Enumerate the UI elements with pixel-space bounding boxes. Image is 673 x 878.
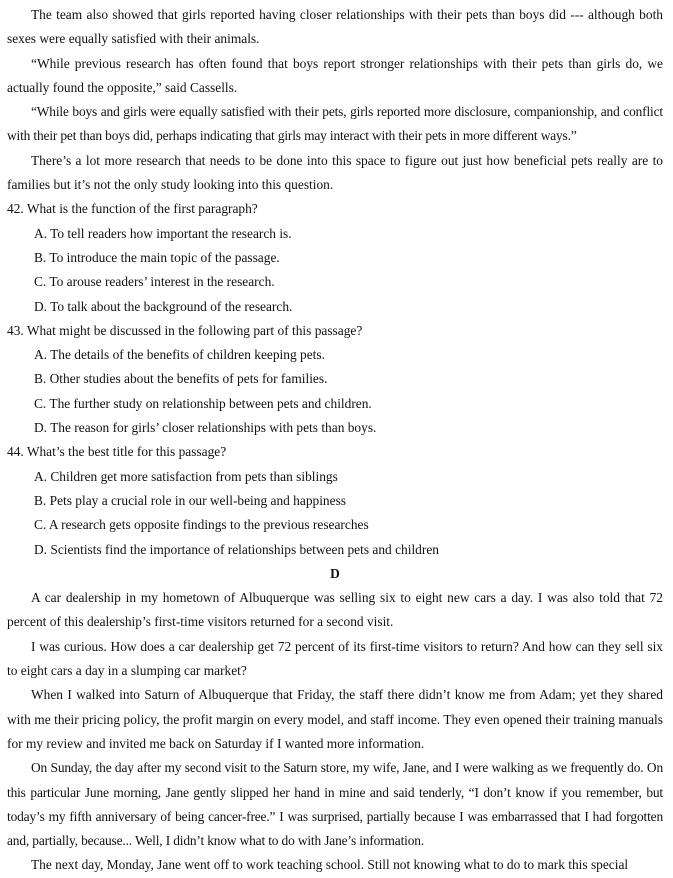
passage-c-paragraph: “While boys and girls were equally satisfied with their pets, girls reported more disclosure, companionship, and conflict with their pet than boys did, perhaps indicating that girls may interact with their pets in more different ways.”: [7, 104, 663, 144]
question-option: C. A research gets opposite findings to the previous researches: [34, 517, 369, 533]
question-42: [7, 197, 663, 318]
passage-d-paragraph: A car dealership in my hometown of Albuquerque was selling six to eight new cars a day. I was also told that 72 percent of this dealership’s first-time visitors returned for a second visit.: [7, 590, 663, 630]
question-option: A. Children get more satisfaction from pets than siblings: [34, 468, 338, 484]
passage-d-paragraph: On Sunday, the day after my second visit to the Saturn store, my wife, Jane, and I were walking as we frequently do. On this particular June morning, Jane gently slipped her hand in mine and said tenderly, “I don’t know if you remember, but today’s my fifth anniversary of being cancer-free.” I was surprised, partially because I was embarrassed that I had forgotten and, partially, because... Well, I didn’t know what to do with Jane’s information.: [7, 760, 663, 849]
question-option: D. The reason for girls’ closer relationships with pets than boys.: [34, 420, 377, 436]
passage-d-paragraph: I was curious. How does a car dealership get 72 percent of its first-time visitors to return? And how can they sell six to eight cars a day in a slumping car market?: [7, 638, 663, 679]
question-44: [7, 440, 663, 561]
passage-c-paragraph: There’s a lot more research that needs to be done into this space to figure out just how beneficial pets really are to families but it’s not the only study looking into this question.: [7, 152, 663, 193]
question-option: B. Other studies about the benefits of pets for families.: [34, 371, 328, 387]
exam-page: [7, 3, 663, 878]
passage-d-paragraph: When I walked into Saturn of Albuquerque that Friday, the staff there didn’t know me from Adam; yet they shared with me their pricing policy, the profit margin on every model, and staff income. They even opened their training manuals for my review and invited me back on Saturday if I wanted more information.: [7, 687, 663, 751]
question-option: B. To introduce the main topic of the passage.: [34, 249, 280, 265]
passage-c-paragraph: The team also showed that girls reported having closer relationships with their pets than boys did --- although both sexes were equally satisfied with their animals.: [7, 7, 663, 47]
question-stem: 42. What is the function of the first paragraph?: [7, 201, 258, 217]
passage-c-paragraph: “While previous research has often found that boys report stronger relationships with their pets than girls do, we actually found the opposite,” said Cassells.: [7, 55, 663, 95]
question-option: A. The details of the benefits of children keeping pets.: [34, 347, 325, 363]
question-option: B. Pets play a crucial role in our well-being and happiness: [34, 492, 346, 508]
passage-d-paragraph: The next day, Monday, Jane went off to work teaching school. Still not knowing what to do to mark this special: [31, 857, 629, 873]
question-stem: 44. What’s the best title for this passage?: [7, 444, 227, 460]
question-option: D. To talk about the background of the research.: [34, 298, 293, 314]
question-option: D. Scientists find the importance of relationships between pets and children: [34, 541, 439, 557]
question-option: A. To tell readers how important the research is.: [34, 225, 292, 241]
question-option: C. To arouse readers’ interest in the research.: [34, 274, 275, 290]
question-stem: 43. What might be discussed in the following part of this passage?: [7, 322, 363, 338]
section-heading: D: [330, 565, 340, 581]
question-option: C. The further study on relationship between pets and children.: [34, 395, 372, 411]
question-43: [7, 319, 663, 440]
